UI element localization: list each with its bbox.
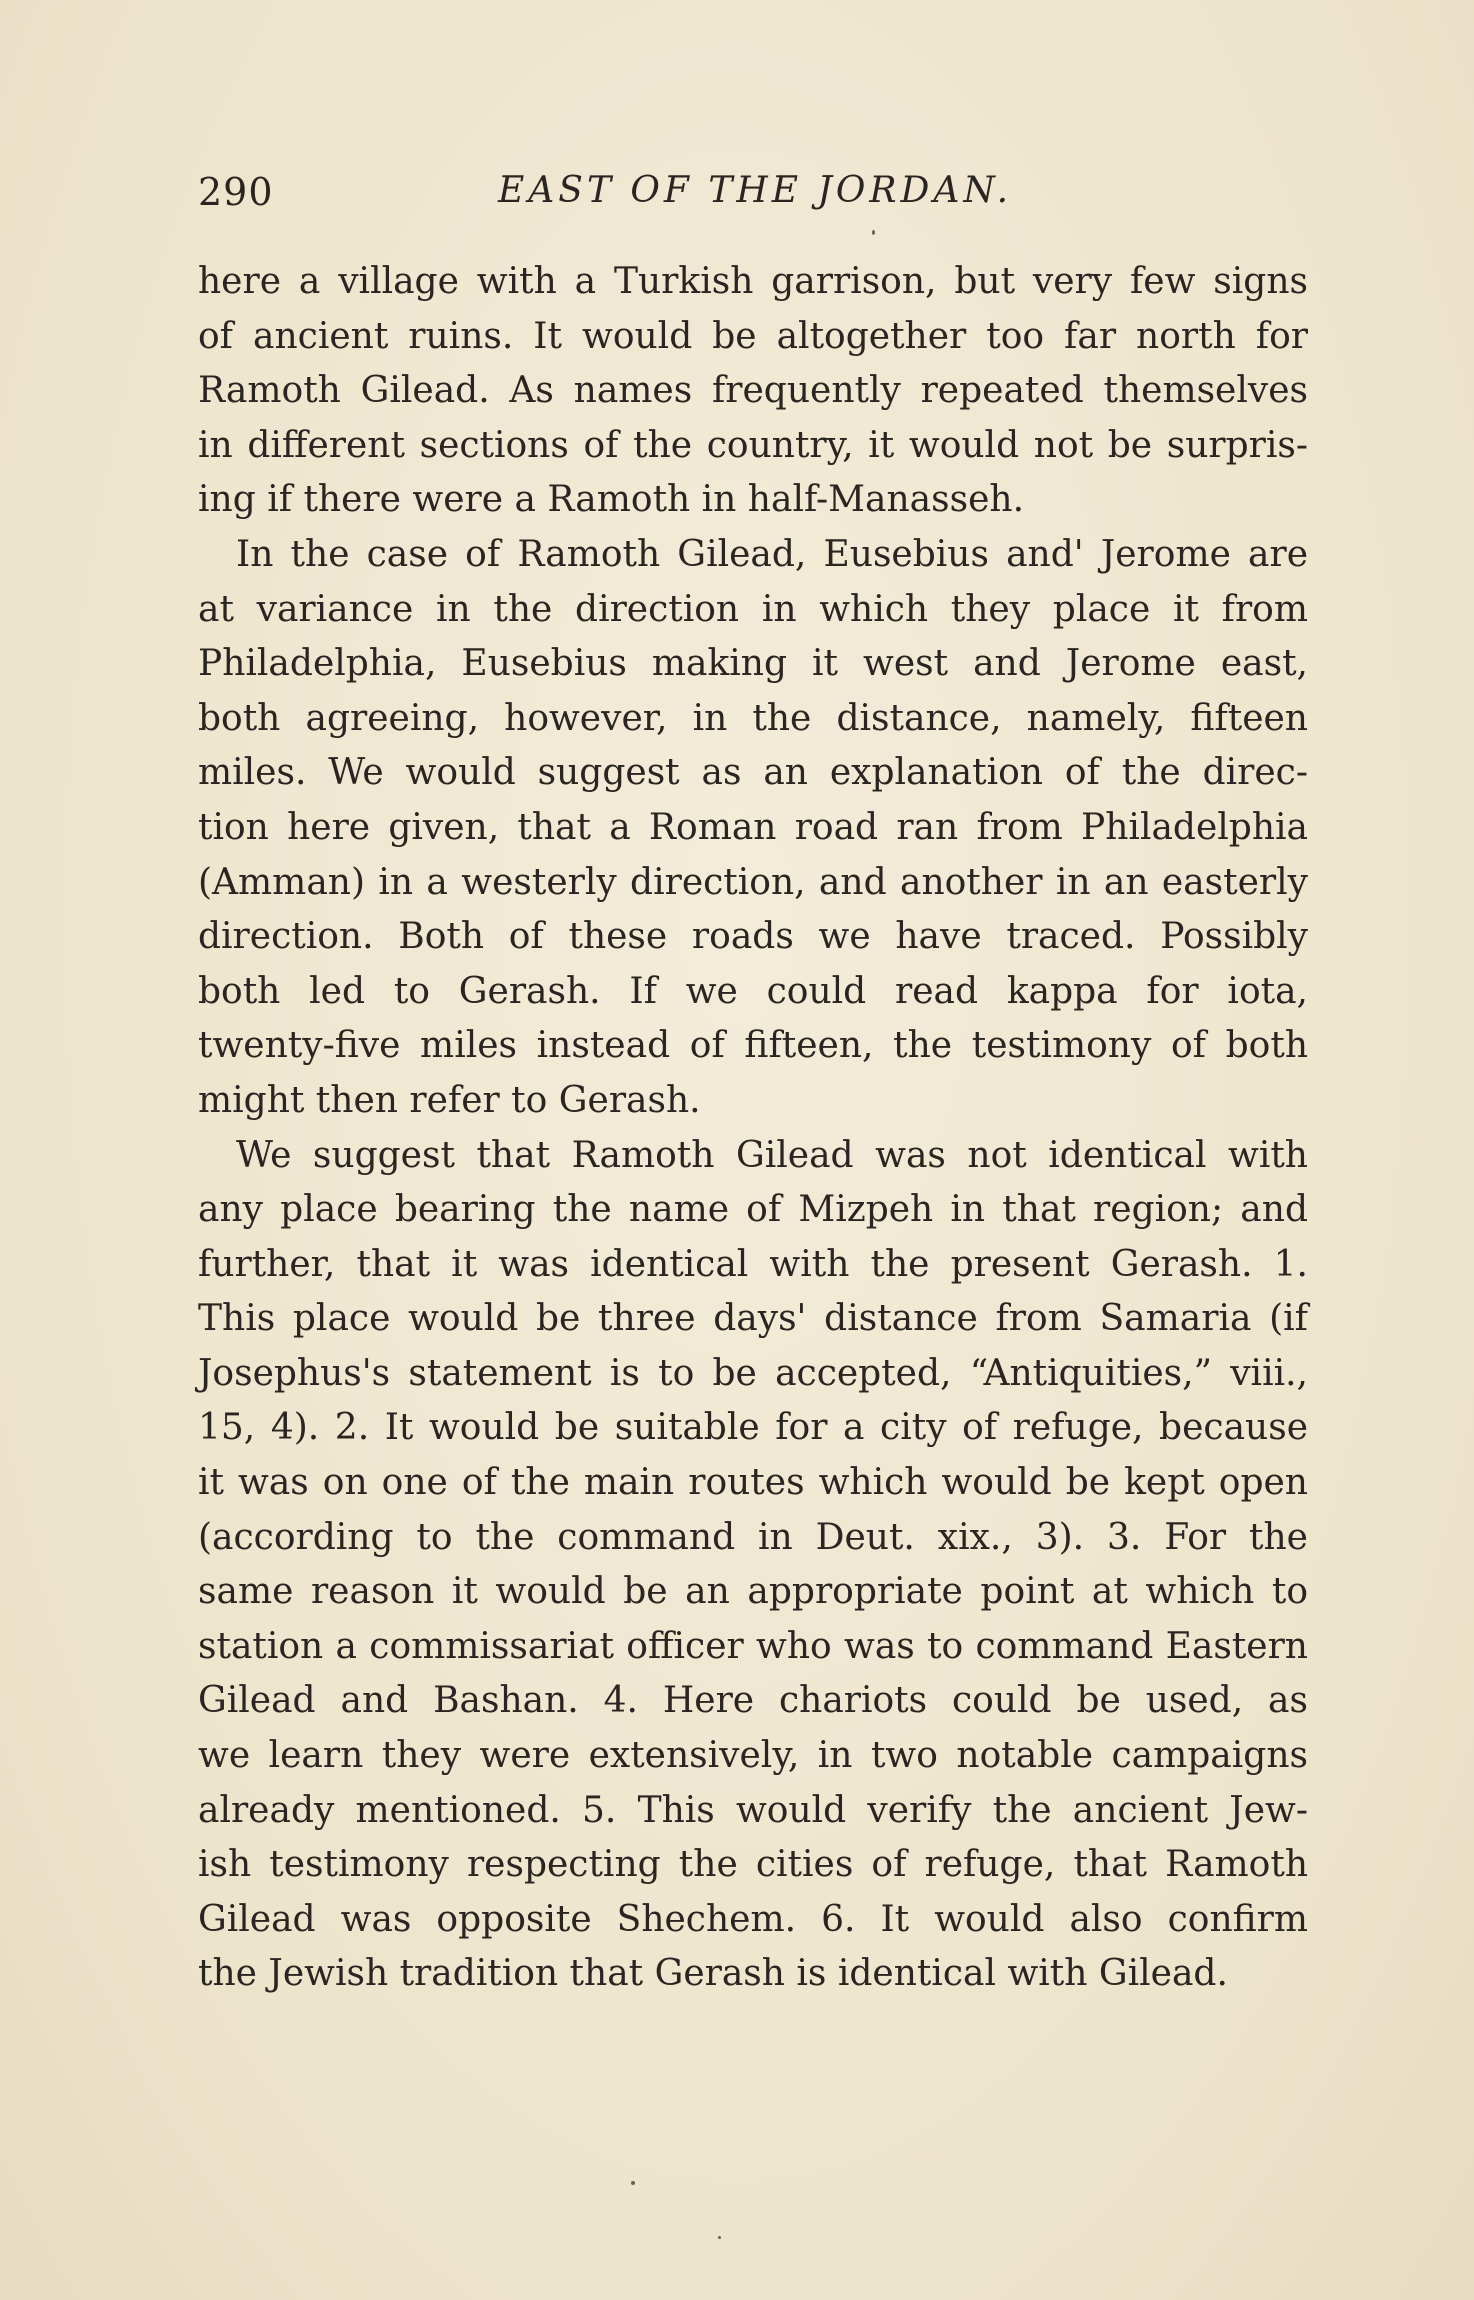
- page-number: 290: [198, 170, 274, 214]
- text-line: Ramoth Gilead. As names frequently repeated themselves: [198, 370, 1308, 412]
- body-text: [198, 255, 1308, 2002]
- text-line: both agreeing, however, in the distance, namely, fifteen: [198, 697, 1308, 739]
- text-line: of ancient ruins. It would be altogether too far north for: [198, 315, 1308, 357]
- text-line: Gilead was opposite Shechem. 6. It would also confirm: [198, 1898, 1308, 1940]
- text-line: further, that it was identical with the present Gerash. 1.: [198, 1243, 1308, 1285]
- text-line: Josephus's statement is to be accepted, “Antiquities,” viii.,: [198, 1352, 1308, 1394]
- text-line: we learn they were extensively, in two notable campaigns: [198, 1735, 1308, 1777]
- text-line: station a commissariat officer who was to command Eastern: [198, 1625, 1308, 1667]
- text-line: (Amman) in a westerly direction, and another in an easterly: [198, 861, 1308, 903]
- paper-speck: [631, 2181, 635, 2185]
- text-line: Philadelphia, Eusebius making it west and Jerome east,: [198, 643, 1308, 685]
- text-line: Gilead and Bashan. 4. Here chariots could be used, as: [198, 1680, 1308, 1722]
- text-line: 15, 4). 2. It would be suitable for a city of refuge, because: [198, 1407, 1308, 1449]
- text-line: We suggest that Ramoth Gilead was not identical with: [236, 1134, 1308, 1176]
- page-header: [198, 170, 1308, 230]
- paragraph-3: [198, 1129, 1308, 2003]
- paragraph-1: [198, 255, 1308, 528]
- text-line: any place bearing the name of Mizpeh in that region; and: [198, 1189, 1308, 1231]
- paragraph-2: [198, 528, 1308, 1129]
- text-line: in different sections of the country, it would not be surpris-: [198, 424, 1308, 466]
- text-line: it was on one of the main routes which would be kept open: [198, 1462, 1308, 1504]
- text-line: ish testimony respecting the cities of refuge, that Ramoth: [198, 1844, 1308, 1886]
- text-line: at variance in the direction in which they place it from: [198, 588, 1308, 630]
- text-line: miles. We would suggest as an explanation of the direc-: [198, 752, 1308, 794]
- text-line: ing if there were a Ramoth in half-Manasseh.: [198, 479, 1025, 521]
- text-line: In the case of Ramoth Gilead, Eusebius and' Jerome are: [236, 533, 1308, 575]
- text-line: might then refer to Gerash.: [198, 1079, 701, 1121]
- text-line: This place would be three days' distance from Samaria (if: [198, 1298, 1308, 1340]
- text-line: (according to the command in Deut. xix., 3). 3. For the: [198, 1516, 1308, 1558]
- text-line: tion here given, that a Roman road ran from Philadelphia: [198, 806, 1308, 848]
- text-line: both led to Gerash. If we could read kappa for iota,: [198, 970, 1308, 1012]
- text-line: direction. Both of these roads we have traced. Possibly: [198, 916, 1308, 958]
- running-head: EAST OF THE JORDAN.: [498, 170, 1013, 211]
- text-line: here a village with a Turkish garrison, but very few signs: [198, 261, 1308, 302]
- text-line: already mentioned. 5. This would verify the ancient Jew-: [198, 1789, 1308, 1831]
- text-line: twenty-five miles instead of fifteen, the testimony of both: [198, 1025, 1308, 1067]
- paper-speck: [872, 230, 875, 235]
- paper-speck: [718, 2236, 721, 2239]
- text-line: the Jewish tradition that Gerash is identical with Gilead.: [198, 1953, 1228, 1995]
- text-line: same reason it would be an appropriate point at which to: [198, 1571, 1308, 1613]
